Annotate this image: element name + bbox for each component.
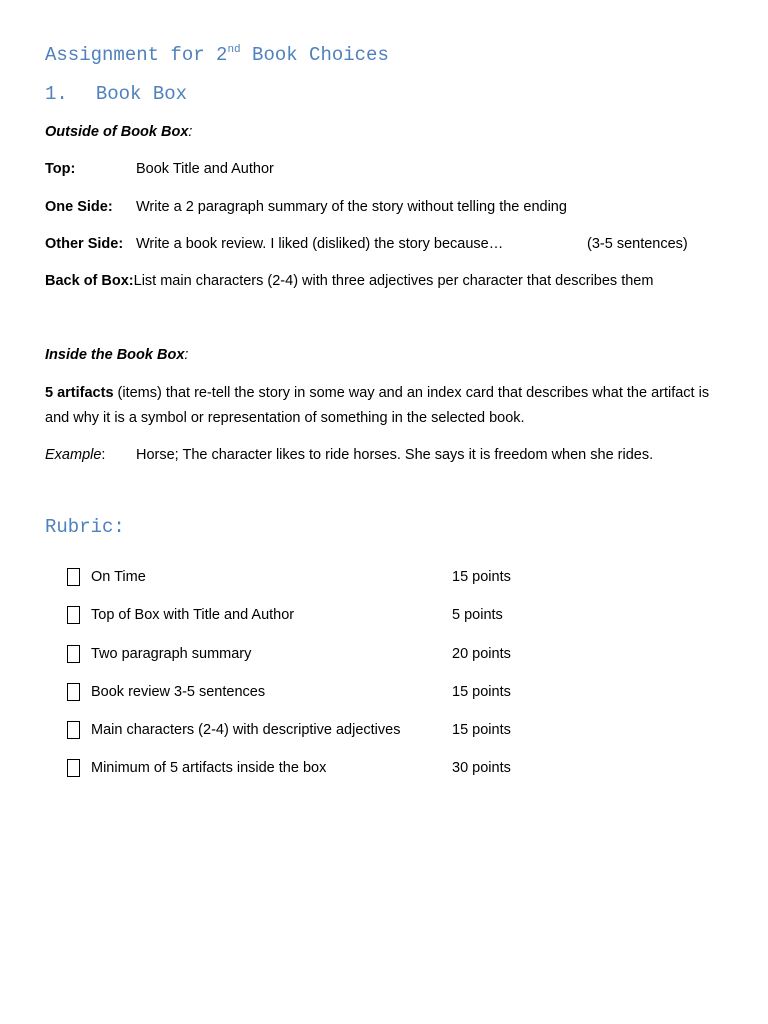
checkbox[interactable] [67, 568, 80, 586]
rubric-item-points: 15 points [452, 569, 511, 585]
checkbox[interactable] [67, 759, 80, 777]
rubric-item-label: Minimum of 5 artifacts inside the box [91, 760, 327, 776]
row-label: Other Side: [45, 236, 124, 252]
inside-heading: Inside the Book Box: [45, 347, 189, 363]
example-line: Example: Horse; The character likes to ride horses. She says it is freedom when she rides. [45, 447, 654, 463]
rubric-item-label: On Time [91, 569, 146, 585]
checkbox[interactable] [67, 645, 80, 663]
example-text: Horse; The character likes to ride horses. She says it is freedom when she rides. [136, 447, 654, 463]
artifacts-paragraph [45, 381, 735, 431]
rubric-item-points: 15 points [452, 684, 511, 700]
checkbox[interactable] [67, 721, 80, 739]
outside-row-other-side [45, 236, 725, 252]
example-label: Example [45, 447, 102, 463]
section-number: 1. [45, 83, 68, 105]
outside-heading: Outside of Book Box: [45, 124, 193, 140]
row-label: Top: [45, 161, 76, 177]
row-label: Back of Box: [45, 273, 134, 289]
rubric-item-points: 30 points [452, 760, 511, 776]
rubric-item-label: Two paragraph summary [91, 646, 252, 662]
row-value: Book Title and Author [136, 161, 274, 177]
rubric-item-label: Book review 3-5 sentences [91, 684, 266, 700]
row-value: List main characters (2-4) with three adjectives per character that describes them [133, 273, 654, 289]
section-heading-book-box [45, 83, 187, 105]
outside-row-one-side [45, 199, 567, 215]
outside-row-top [45, 161, 274, 177]
rubric-item-points: 20 points [452, 646, 511, 662]
rubric-item-label: Top of Box with Title and Author [91, 607, 295, 623]
artifacts-description: (items) that re-tell the story in some way and an index card that describes what the artifact is and why it is a symbol or representation of something in the selected book. [45, 385, 710, 426]
row-extra: (3-5 sentences) [587, 236, 688, 252]
title-text-after: Book Choices [240, 44, 389, 66]
outside-row-back-of-box [45, 273, 653, 289]
row-value: Write a 2 paragraph summary of the story without telling the ending [136, 199, 567, 215]
row-value: Write a book review. I liked (disliked) the story because… [136, 236, 504, 252]
title-superscript: nd [227, 44, 241, 56]
document-title [45, 44, 389, 66]
artifacts-count: 5 artifacts [45, 385, 114, 401]
rubric-heading: Rubric: [45, 516, 125, 538]
row-label: One Side: [45, 199, 113, 215]
section-title: Book Box [95, 83, 188, 105]
rubric-item-points: 5 points [452, 607, 503, 623]
rubric-item-label: Main characters (2-4) with descriptive adjectives [91, 722, 401, 738]
checkbox[interactable] [67, 683, 80, 701]
rubric-item-points: 15 points [452, 722, 511, 738]
title-text-before: Assignment for 2 [45, 44, 228, 66]
checkbox[interactable] [67, 606, 80, 624]
